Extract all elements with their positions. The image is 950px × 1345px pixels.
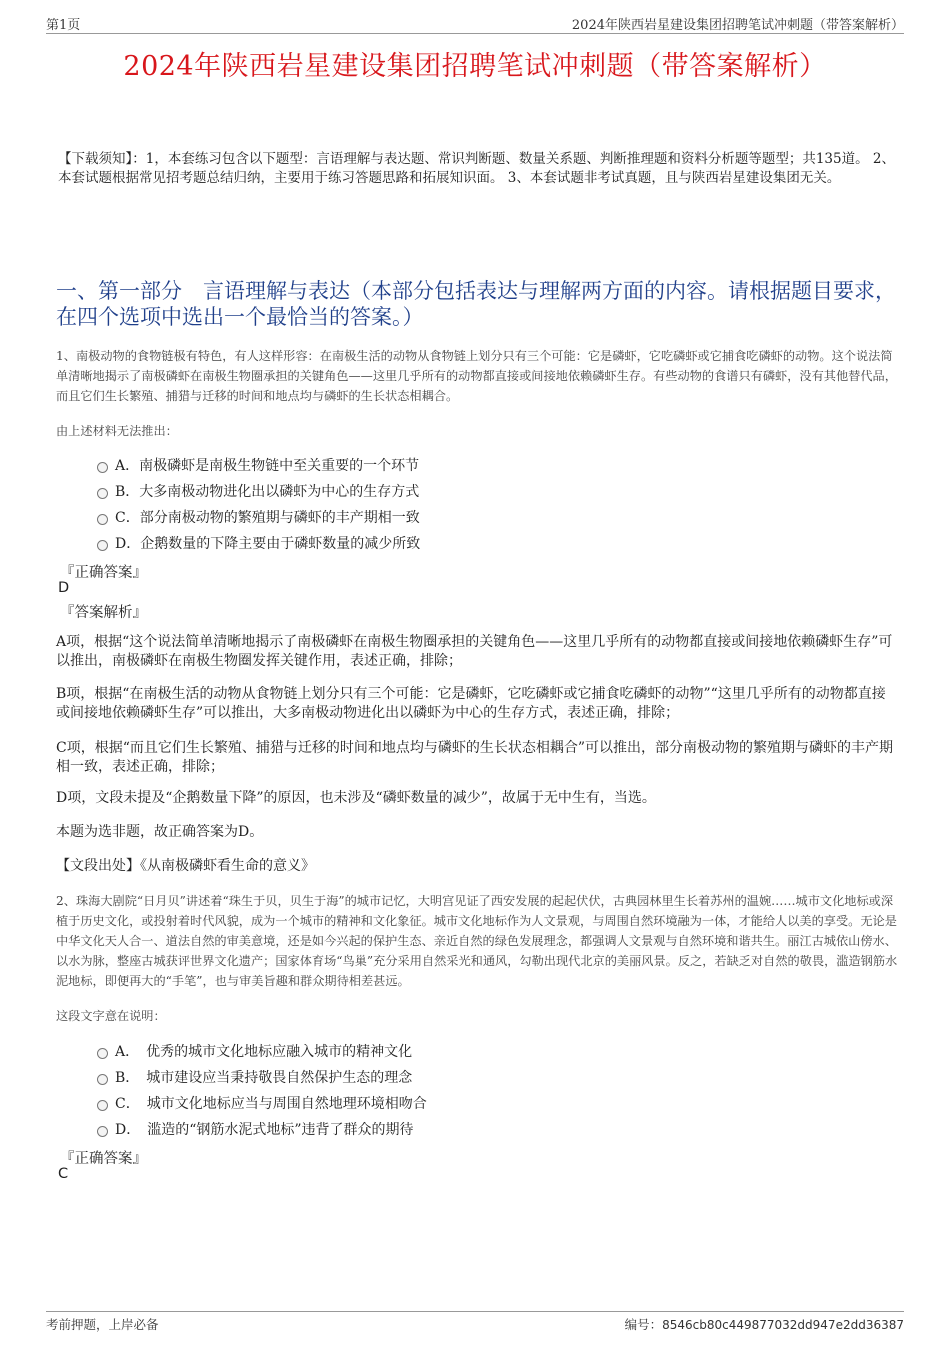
page-header [46,14,904,34]
option-d[interactable]: D． 滥造的“钢筋水泥式地标”违背了群众的期待 [97,1116,877,1142]
analysis-b: B项，根据“在南极生活的动物从食物链上划分只有三个可能：它是磷虾，它吃磷虾或它捕食吃磷虾的动物”“这里几乎所有的动物都直接或间接地依赖磷虾生存”可以推出，大多南极动物进化出以磷虾为中心的生存方式，表述正确，排除； [56,686,886,721]
option-a[interactable]: A．南极磷虾是南极生物链中至关重要的一个环节 [97,452,877,478]
radio-icon[interactable] [97,488,108,499]
option-b[interactable]: B．大多南极动物进化出以磷虾为中心的生存方式 [97,478,877,504]
page-footer [46,1315,904,1335]
option-a[interactable]: A． 优秀的城市文化地标应融入城市的精神文化 [97,1038,877,1064]
question-2-options [97,1038,877,1142]
analysis-a: A项，根据“这个说法简单清晰地揭示了南极磷虾在南极生物圈承担的关键角色——这里几乎所有的动物都直接或间接地依赖磷虾生存”可以推出，南极磷虾在南极生物圈发挥关键作用，表述正确，排除； [56,634,893,669]
analysis-label: 『答案解析』 [60,605,147,621]
option-c[interactable]: C． 城市文化地标应当与周围自然地理环境相吻合 [97,1090,877,1116]
question-1-options [97,452,877,556]
analysis-c: C项，根据“而且它们生长繁殖、捕猎与迁移的时间和地点均与磷虾的生长状态相耦合”可以推出，部分南极动物的繁殖期与磷虾的丰产期相一致，表述正确，排除； [56,740,894,775]
page-number: 第1页 [46,18,81,33]
analysis-conclusion: 本题为选非题，故正确答案为D。 [56,824,264,840]
source-citation: 【文段出处】《从南极磷虾看生命的意义》 [56,858,315,874]
page-title: 2024年陕西岩星建设集团招聘笔试冲刺题（带答案解析） [123,51,827,82]
answer-value: C [58,1166,69,1182]
answer-label: 『正确答案』 [60,1151,147,1167]
question-1-text: 1、南极动物的食物链极有特色，有人这样形容：在南极生活的动物从食物链上划分只有三个可能：它是磷虾，它吃磷虾或它捕食吃磷虾的动物。这个说法简单清晰地揭示了南极磷虾在南极生物圈承担的关键角色——这里几乎所有的动物都直接或间接地依赖磷虾生存。有些动物的食谱只有磷虾，没有其他替代品，而且它们生长繁殖、捕猎与迁移的时间和地点均与磷虾的生长状态相耦合。 [56,349,897,403]
answer-label: 『正确答案』 [60,565,147,581]
radio-icon[interactable] [97,1126,108,1137]
option-b[interactable]: B． 城市建设应当秉持敬畏自然保护生态的理念 [97,1064,877,1090]
option-c[interactable]: C．部分南极动物的繁殖期与磷虾的丰产期相一致 [97,504,877,530]
header-doc-title: 2024年陕西岩星建设集团招聘笔试冲刺题（带答案解析） [571,18,904,33]
header-divider [46,33,904,34]
radio-icon[interactable] [97,462,108,473]
option-d[interactable]: D．企鹅数量的下降主要由于磷虾数量的减少所致 [97,530,877,556]
answer-value: D [58,580,70,596]
radio-icon[interactable] [97,1074,108,1085]
question-1-prompt: 由上述材料无法推出： [56,424,178,438]
document-code: 编号：8546cb80c449877032dd947e2dd36387 [624,1317,904,1332]
footer-divider [46,1311,904,1312]
footer-slogan: 考前押题，上岸必备 [46,1317,159,1332]
analysis-d: D项，文段未提及“企鹅数量下降”的原因，也未涉及“磷虾数量的减少”，故属于无中生有，当选。 [56,790,656,806]
question-2-prompt: 这段文字意在说明： [56,1009,166,1023]
radio-icon[interactable] [97,540,108,551]
download-notice: 【下载须知】：1，本套练习包含以下题型：言语理解与表达题、常识判断题、数量关系题、判断推理题和资料分析题等题型；共135道。 2、本套试题根据常见招考题总结归纳，主要用于练习答题思路和拓展知识面。 3、本套试题非考试真题，且与陕西岩星建设集团无关。 [58,151,895,186]
radio-icon[interactable] [97,1048,108,1059]
radio-icon[interactable] [97,1100,108,1111]
section-heading: 一、第一部分 言语理解与表达（本部分包括表达与理解两方面的内容。请根据题目要求，在四个选项中选出一个最恰当的答案。） [56,279,896,329]
radio-icon[interactable] [97,514,108,525]
question-2-text: 2、珠海大剧院“日月贝”讲述着“珠生于贝，贝生于海”的城市记忆，大明宫见证了西安发展的起起伏伏，古典园林里生长着苏州的温婉……城市文化地标或深植于历史文化，或投射着时代风貌，成为一个城市的精神和文化象征。城市文化地标作为人文景观，与周围自然环境融为一体，才能给人以美的享受。无论是中华文化天人合一、道法自然的审美意境，还是如今兴起的保护生态、亲近自然的绿色发展理念，都强调人文景观与自然环境和谐共生。丽江古城依山傍水、以水为脉，整座古城获评世界文化遗产；国家体育场“鸟巢”充分采用自然采光和通风，勾勒出现代北京的美丽风景。反之，若缺乏对自然的敬畏，滥造钢筋水泥地标，即便再大的“手笔”，也与审美旨趣和群众期待相差甚远。 [56,894,898,988]
